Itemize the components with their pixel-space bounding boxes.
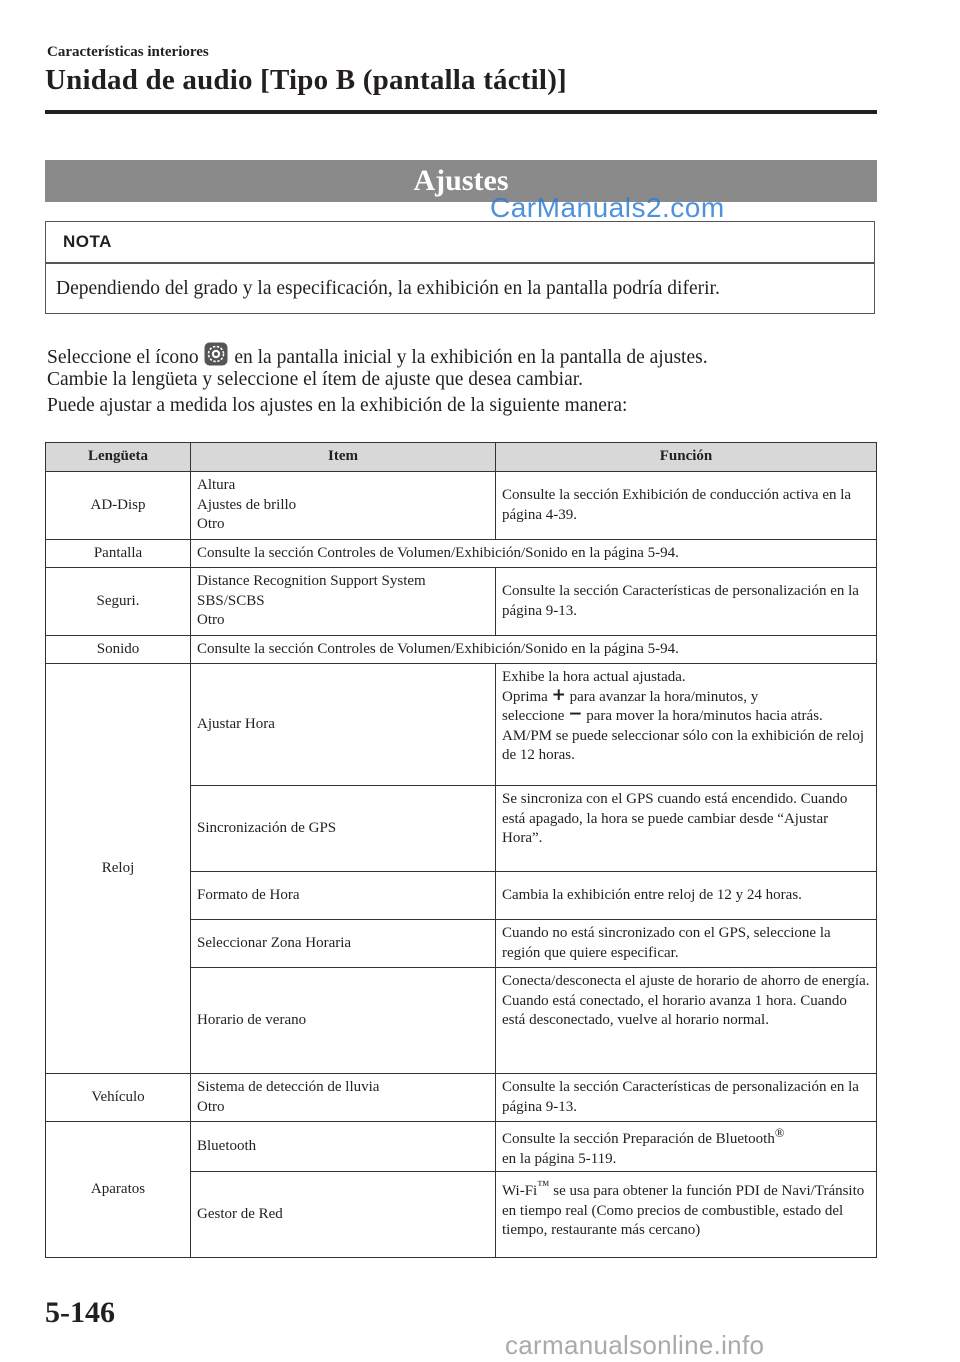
header-tab: Lengüeta (46, 443, 191, 472)
tab-cell: Aparatos (46, 1122, 191, 1258)
merged-cell: Consulte la sección Controles de Volumen/Exhibición/Sonido en la página 5-94. (191, 636, 877, 664)
function-line: Cuando está conectado, el horario avanza 1 hora. Cuando está desconectado, vuelve al horario normal. (502, 992, 847, 1028)
function-line: Conecta/desconecta el ajuste de horario de ahorro de energía. (502, 973, 870, 989)
intro-line-1-start: Seleccione el ícono (47, 347, 199, 368)
function-line: Cuando está apagado, la hora se puede cambiar desde “Ajustar Hora”. (502, 791, 848, 846)
item-cell (191, 568, 496, 636)
trademark-mark: ™ (537, 1178, 550, 1192)
function-line: Consulte la sección Preparación de Bluetooth (502, 1131, 775, 1147)
item-cell: Gestor de Red (191, 1172, 496, 1258)
function-cell (496, 664, 877, 786)
item-cell: Sincronización de GPS (191, 786, 496, 872)
settings-table (45, 442, 877, 1258)
item-cell: Ajustar Hora (191, 664, 496, 786)
table-row (46, 1074, 877, 1122)
item-line: Ajustes de brillo (197, 496, 297, 513)
function-cell: Cuando no está sincronizado con el GPS, seleccione la región que quiere especificar. (496, 920, 877, 968)
table-header-row (46, 443, 877, 472)
item-line: Distance Recognition Support System (197, 573, 426, 590)
function-cell: Consulte la sección Características de personalización en la página 9-13. (496, 1074, 877, 1122)
watermark-top: CarManuals2.com (490, 192, 725, 223)
intro-line-2: Cambie la lengüeta y seleccione el ítem de ajuste que desea cambiar. (47, 369, 584, 390)
tab-cell: Pantalla (46, 540, 191, 568)
function-cell (496, 1172, 877, 1258)
item-cell: Horario de verano (191, 968, 496, 1074)
function-line: AM/PM se puede seleccionar sólo con la exhibición de reloj de 12 horas. (502, 727, 864, 763)
table-row (46, 664, 877, 786)
function-line: seleccione (502, 708, 565, 724)
function-line: en la página 5-119. (502, 1150, 617, 1167)
function-line: se usa para obtener la función PDI de Navi/Tránsito en tiempo real (Como precios de combustible, estado del tiempo, restaurante más cercano) (502, 1183, 865, 1238)
function-cell: Consulte la sección Exhibición de conducción activa en la página 4-39. (496, 472, 877, 540)
item-cell (191, 1074, 496, 1122)
table-row (46, 1122, 877, 1172)
table-row (46, 472, 877, 540)
function-line: Se sincroniza con el GPS cuando está encendido. (502, 791, 797, 807)
header-item: Item (191, 443, 496, 472)
tab-cell: Sonido (46, 636, 191, 664)
intro-line-3: Puede ajustar a medida los ajustes en la exhibición de la siguiente manera: (47, 395, 628, 416)
function-cell: Cambia la exhibición entre reloj de 12 y 24 horas. (496, 872, 877, 920)
item-line: Sistema de detección de lluvia (197, 1079, 380, 1095)
tab-cell: AD-Disp (46, 472, 191, 540)
tab-cell: Vehículo (46, 1074, 191, 1122)
function-line: Exhibe la hora actual ajustada. (502, 669, 686, 685)
table-row (46, 568, 877, 636)
function-cell (496, 1122, 877, 1172)
function-cell: Consulte la sección Características de personalización en la página 9-13. (496, 568, 877, 636)
item-line: SBS/SCBS (197, 592, 265, 609)
item-cell: Bluetooth (191, 1122, 496, 1172)
note-text: Dependiendo del grado y la especificación, la exhibición en la pantalla podría diferir. (56, 278, 720, 299)
breadcrumb: Características interiores (47, 44, 209, 60)
item-cell: Formato de Hora (191, 872, 496, 920)
page-number: 5-146 (45, 1296, 115, 1329)
header-function: Función (496, 443, 877, 472)
plus-icon: + (551, 684, 566, 705)
intro-line-1 (47, 342, 708, 369)
function-line: Oprima (502, 688, 548, 705)
function-line: Wi-Fi (502, 1183, 538, 1199)
section-title: Ajustes (45, 160, 877, 202)
note-box (45, 221, 875, 314)
function-cell (496, 968, 877, 1074)
title-divider (45, 110, 877, 114)
tab-cell: Seguri. (46, 568, 191, 636)
minus-icon: − (568, 704, 583, 724)
function-line: para mover la hora/minutos hacia atrás. (586, 708, 823, 724)
table-row (46, 636, 877, 664)
item-line: Otro (197, 612, 225, 629)
table-row (46, 540, 877, 568)
item-line: Altura (197, 477, 236, 494)
intro-line-1-end: en la pantalla inicial y la exhibición en la pantalla de ajustes. (234, 347, 708, 368)
function-cell (496, 786, 877, 872)
item-line: Otro (197, 516, 225, 533)
tab-cell: Reloj (46, 664, 191, 1074)
note-heading: NOTA (63, 232, 112, 251)
note-divider (46, 262, 874, 264)
settings-gear-icon (204, 342, 228, 366)
registered-mark: ® (774, 1126, 785, 1140)
item-line: Otro (197, 1098, 225, 1115)
watermark-bottom: carmanualsonline.info (505, 1330, 765, 1360)
function-line: para avanzar la hora/minutos, y (569, 688, 759, 705)
item-cell: Seleccionar Zona Horaria (191, 920, 496, 968)
item-cell (191, 472, 496, 540)
merged-cell: Consulte la sección Controles de Volumen/Exhibición/Sonido en la página 5-94. (191, 540, 877, 568)
page-title: Unidad de audio [Tipo B (pantalla táctil)] (45, 64, 567, 96)
